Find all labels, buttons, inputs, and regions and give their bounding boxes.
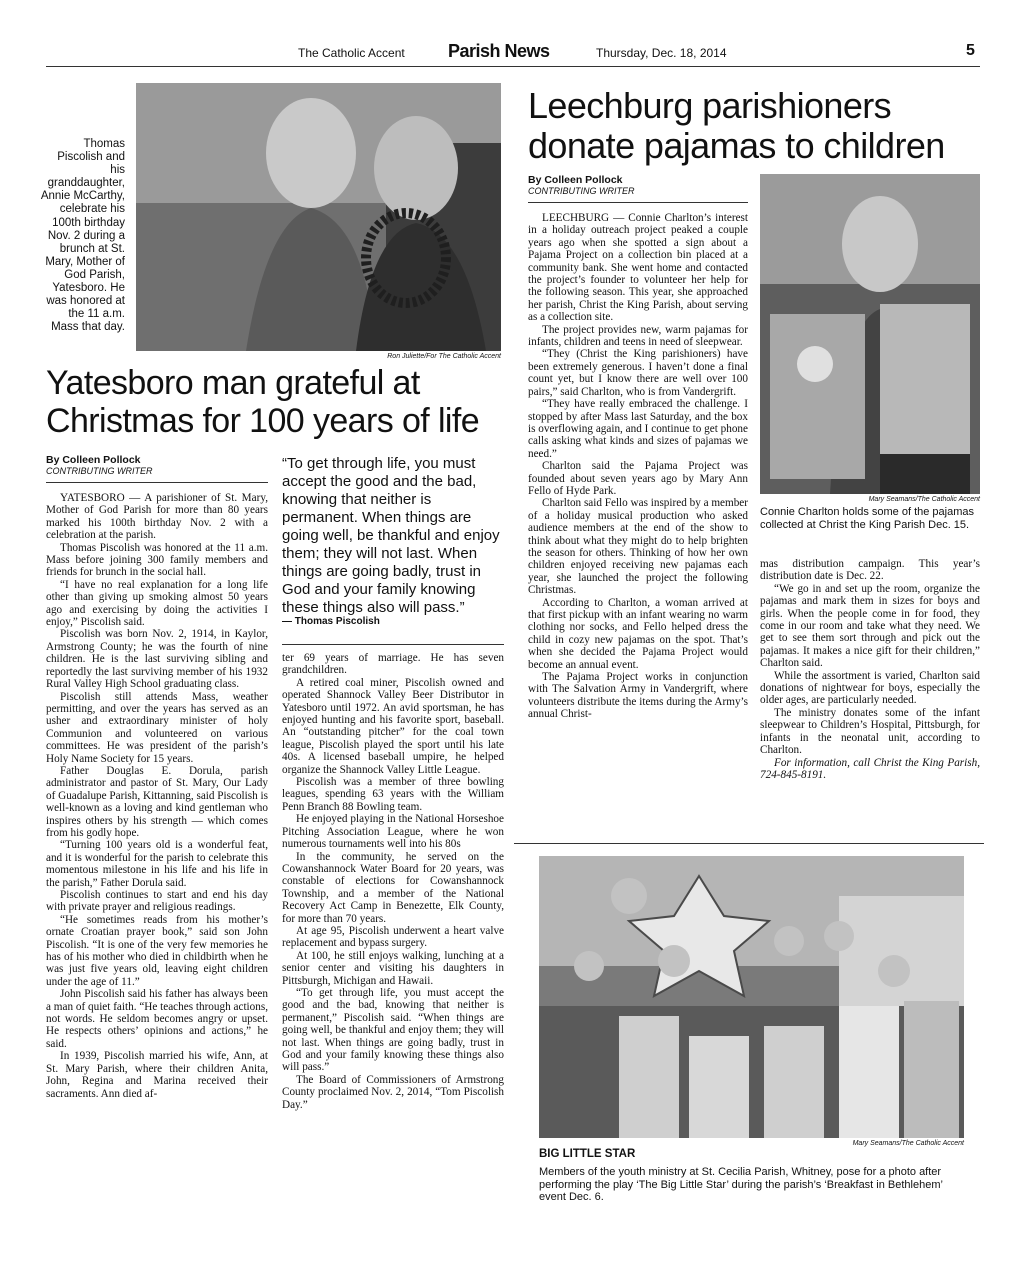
pull-quote-attribution: — Thomas Piscolish xyxy=(282,616,380,627)
paragraph: “We go in and set up the room, organize the pajamas and mark them in sizes for boys and girls. When the people come in for food, they come in our room and take what they need. We get to see them sort through and pick out the pajamas. It makes a nice gift for their children,” Charlton said. xyxy=(760,582,980,670)
paragraph: Father Douglas E. Dorula, parish administrator and pastor of St. Mary, Our Lady of Guadalupe Parish, Kittanning, said Piscolish is well-known as a loving and kind gentleman who inspires others by his strength — which comes from his godly hope. xyxy=(46,764,268,839)
article-column-3 xyxy=(528,212,748,721)
paragraph: At 100, he still enjoys walking, lunching at a senior center and visiting his daughters in Pittsburgh, Michigan and Hawaii. xyxy=(282,949,504,987)
header-rule xyxy=(46,66,980,67)
paragraph: YATESBORO — A parishioner of St. Mary, Mother of God Parish for more than 80 years marked his 100th birthday Nov. 2 with a celebration at the parish. xyxy=(46,492,268,542)
photo-credit-charlton: Mary Seamans/The Catholic Accent xyxy=(868,496,980,503)
byline-rule-left xyxy=(46,482,268,483)
article-column-4 xyxy=(760,558,980,781)
byline-rule-right xyxy=(528,202,748,203)
role-left: CONTRIBUTING WRITER xyxy=(46,466,153,476)
role-right: CONTRIBUTING WRITER xyxy=(528,186,635,196)
paragraph: LEECHBURG — Connie Charlton’s interest in a holiday outreach project peaked a couple years ago when she spotted a sign about a Pajama Project on a collection bin placed at a community bank. She went home and contacted the project’s founder to volunteer her help for the following season. This year, she approached her parish, Christ the King Parish, about serving as a collection site. xyxy=(528,212,748,324)
photo-piscolish xyxy=(136,83,501,351)
headline-line-1: Yatesboro man grateful at xyxy=(46,364,420,402)
paragraph: The project provides new, warm pajamas for infants, children and teens in need of sleepwear. xyxy=(528,323,748,349)
article-column-1 xyxy=(46,492,268,1100)
photo-charlton xyxy=(760,174,980,494)
section-title: Parish News xyxy=(448,41,550,61)
photo-box-top-rule xyxy=(514,843,984,844)
paragraph: Piscolish was born Nov. 2, 1914, in Kaylor, Armstrong County; he was the fourth of nine children. He is the last surviving sibling and reportedly the last surviving member of his 1932 Rural Valley High School graduating class. xyxy=(46,628,268,691)
headline-line-1: Leechburg parishioners xyxy=(528,85,892,126)
photo-caption-charlton: Connie Charlton holds some of the pajamas collected at Christ the King Parish Dec. 15. xyxy=(760,506,975,531)
page-number: 5 xyxy=(966,42,975,59)
headline-line-2: Christmas for 100 years of life xyxy=(46,402,480,440)
publication-name: The Catholic Accent xyxy=(298,46,405,60)
paragraph: Piscolish was a member of three bowling leagues, spending 63 years with the William Penn Branch 88 Bowling team. xyxy=(282,776,504,813)
photo-caption-big-little-star: Members of the youth ministry at St. Cecilia Parish, Whitney, pose for a photo after performing the play ‘The Big Little Star’ during the parish’s ‘Breakfast in Bethlehem’ event Dec. 6. xyxy=(539,1166,943,1203)
paragraph: “Turning 100 years old is a wonderful feat, and it is wonderful for the parish to celebrate this momentous milestone in his life and his life in the parish,” Father Dorula said. xyxy=(46,839,268,889)
paragraph: “They have really embraced the challenge. I stopped by after Mass last Saturday, and the box is overflowing again, and I continue to get phone calls asking what kinds and sizes of pajamas we need.” xyxy=(528,398,748,460)
paragraph: In the community, he served on the Cowanshannock Water Board for 20 years, was constable of elections for Cowanshannock Township, and a member of the National Recovery Act Camp in Benezette, Elk County, for more than 70 years. xyxy=(282,850,504,925)
paragraph: A retired coal miner, Piscolish owned and operated Shannock Valley Beer Distributor in Yatesboro until 1972. An avid sportsman, he has enjoyed hunting and his favorite sport, baseball. An “outstanding pitcher” for the coal town league, Piscolish played the sport until his late 40s. A licensed baseball umpire, he helped organize the Shannock Valley Little League. xyxy=(282,676,504,776)
article-column-2 xyxy=(282,652,504,1111)
paragraph: Piscolish still attends Mass, weather permitting, and over the years has served as an usher and extraordinary minister of holy Communion and volunteered on various committees. He was president of the parish’s Holy Name Society for 15 years. xyxy=(46,690,268,765)
paragraph: Charlton said the Pajama Project was founded about seven years ago by Mary Ann Fello of Hyde Park. xyxy=(528,460,748,497)
paragraph: In 1939, Piscolish married his wife, Ann, at St. Mary Parish, where their children Anita, John, Regina and Marina received their sacraments. Ann died af- xyxy=(46,1050,268,1100)
paragraph: “They (Christ the King parishioners) have been extremely generous. I haven’t done a final count yet, but I know there are well over 100 pairs,” said Charlton, who is from Vandergrift. xyxy=(528,348,748,398)
photo-caption-piscolish: Thomas Piscolish and his granddaughter, Annie McCarthy, celebrate his 100th birthday Nov. 2 during a brunch at St. Mary, Mother of God Parish, Yatesboro. He was honored at the 11 a.m. Mass that day. xyxy=(40,138,125,334)
paragraph: ter 69 years of marriage. He has seven grandchildren. xyxy=(282,652,504,677)
paragraph: “To get through life, you must accept the good and the bad, knowing that neither is permanent,” Piscolish said. “When things are going well, be thankful and enjoy them; they will not last. When things are going badly, trust in God and your family knowing these things also will pass.” xyxy=(282,986,504,1074)
paragraph: Thomas Piscolish was honored at the 11 a.m. Mass before joining 300 family members and friends for brunch in the social hall. xyxy=(46,541,268,579)
paragraph: Charlton said Fello was inspired by a member of a holiday musical production who asked audience members at the end of the show to think about what they might do to help brighten the season for others. Thinking of how her own children enjoyed receiving new pajamas each year, she launched the project the following Christmas. xyxy=(528,497,748,597)
photo-credit-big-little-star: Mary Seamans/The Catholic Accent xyxy=(852,1140,964,1147)
byline-left: By Colleen Pollock xyxy=(46,454,141,466)
pull-quote: “To get through life, you must accept the good and the bad, knowing that neither is permanent. When things are going well, be thankful and enjoy them; they will not last. When things are going badly, trust in God and your family knowing these things also will pass.” xyxy=(282,455,500,616)
paragraph: The ministry donates some of the infant sleepwear to Children’s Hospital, Pittsburgh, for infants in the neonatal unit, according to Charlton. xyxy=(760,706,980,757)
info-line: For information, call Christ the King Parish, 724-845-8191. xyxy=(760,756,980,781)
paragraph: At age 95, Piscolish underwent a heart valve replacement and bypass surgery. xyxy=(282,924,504,950)
photo-big-little-star xyxy=(539,856,964,1138)
paragraph: He enjoyed playing in the National Horseshoe Pitching Association League, where he won numerous tournaments well into his 80s xyxy=(282,813,504,851)
pull-quote-rule xyxy=(282,644,504,645)
paragraph: While the assortment is varied, Charlton said donations of nightwear for boys, especially the older ages, are particularly needed. xyxy=(760,669,980,707)
issue-date: Thursday, Dec. 18, 2014 xyxy=(596,46,727,60)
photo-box-label: BIG LITTLE STAR xyxy=(539,1148,636,1160)
byline-right: By Colleen Pollock xyxy=(528,174,623,186)
headline-line-2: donate pajamas to children xyxy=(528,125,945,166)
photo-credit-piscolish: Ron Juliette/For The Catholic Accent xyxy=(387,353,501,360)
paragraph: “He sometimes reads from his mother’s ornate Croatian prayer book,” said son John Piscolish. “It is one of the very few memories he has of his mother who died in childbirth when he was just five years old, leaving eight children under the age of 11.” xyxy=(46,913,268,988)
paragraph: Piscolish continues to start and end his day with private prayer and religious readings. xyxy=(46,889,268,914)
paragraph: “I have no real explanation for a long life other than giving up smoking almost 50 years ago and exercising by doing the activities I enjoy,” Piscolish said. xyxy=(46,578,268,629)
paragraph: John Piscolish said his father has always been a man of quiet faith. “He teaches through actions, not words. He seldom becomes angry or upset. He respects others’ opinions and actions,” he said. xyxy=(46,988,268,1050)
paragraph: mas distribution campaign. This year’s distribution date is Dec. 22. xyxy=(760,558,980,583)
headline-leechburg xyxy=(528,86,988,166)
paragraph: The Board of Commissioners of Armstrong County proclaimed Nov. 2, 2014, “Tom Piscolish Day.” xyxy=(282,1073,504,1111)
headline-yatesboro xyxy=(46,364,506,440)
paragraph: According to Charlton, a woman arrived at that first pickup with an infant wearing no warm clothing nor socks, and Fello helped dress the child in cozy new pajamas on the spot. That’s when she decided the Pajama Project would become an annual event. xyxy=(528,596,748,671)
paragraph: The Pajama Project works in conjunction with The Salvation Army in Vandergrift, where volunteers distribute the items during the Army’s annual Christ- xyxy=(528,671,748,721)
